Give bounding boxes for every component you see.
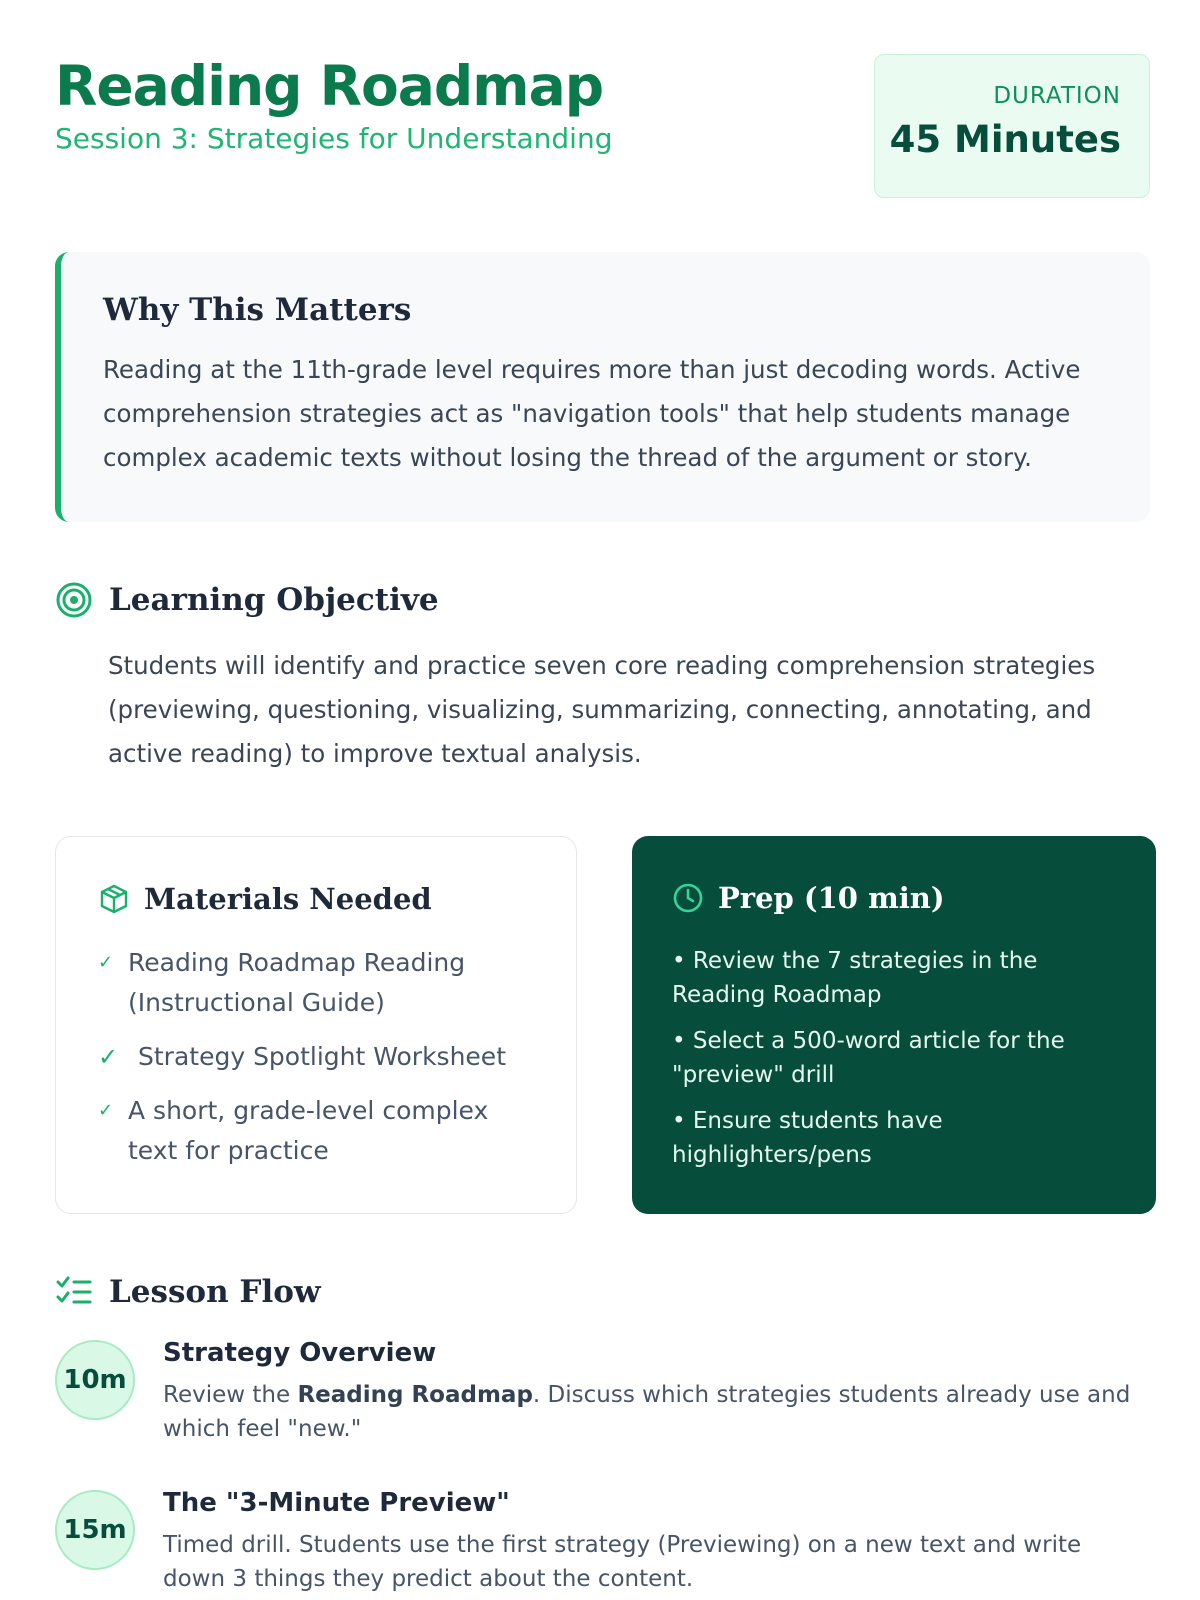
prep-heading: Prep (10 min) <box>718 881 945 915</box>
checklist-icon <box>55 1273 93 1311</box>
materials-heading: Materials Needed <box>144 882 432 916</box>
list-item: ✓ A short, grade-level complex text for practice <box>98 1091 536 1171</box>
step-description: Timed drill. Students use the first strategy (Previewing) on a new text and write down 3 things they predict about the content. <box>163 1532 1082 1592</box>
why-heading: Why This Matters <box>103 292 412 328</box>
learning-objective-section <box>55 578 1150 776</box>
list-item: • Ensure students have highlighters/pens <box>672 1108 943 1168</box>
clock-icon <box>672 882 704 914</box>
prep-list <box>672 944 1116 1172</box>
why-this-matters-panel <box>55 252 1150 522</box>
flow-step <box>55 1336 1150 1446</box>
why-body: Reading at the 11th-grade level requires more than just decoding words. Active comprehension strategies act as "navigation tools" that help students manage complex academic texts without losing the thread of the argument or story. <box>103 355 1081 472</box>
list-item: ✓ Strategy Spotlight Worksheet <box>98 1037 536 1077</box>
list-item: • Review the 7 strategies in the Reading Roadmap <box>672 948 1038 1008</box>
objective-heading: Learning Objective <box>109 582 439 618</box>
duration-label: DURATION <box>993 83 1121 109</box>
flow-step <box>55 1486 1150 1596</box>
materials-list <box>98 943 536 1171</box>
page-header <box>55 54 1150 199</box>
list-item: ✓ Reading Roadmap Reading (Instructional Guide) <box>98 943 536 1023</box>
objective-body: Students will identify and practice seven core reading comprehension strategies (previewing, questioning, visualizing, summarizing, connecting, annotating, and active reading) to improve textual analysis. <box>108 651 1096 768</box>
time-badge: 10m <box>55 1340 135 1420</box>
flow-heading: Lesson Flow <box>109 1274 321 1310</box>
step-title: The "3-Minute Preview" <box>163 1488 510 1518</box>
materials-card <box>55 836 577 1214</box>
step-description: Review the Reading Roadmap. Discuss which strategies students already use and which feel "new." <box>163 1382 1131 1442</box>
check-icon: ✓ <box>98 1100 114 1121</box>
target-icon <box>55 581 93 619</box>
lesson-flow-section <box>55 1270 1150 1596</box>
check-icon: ✓ <box>98 952 114 973</box>
page-title: Reading Roadmap <box>55 54 604 118</box>
check-icon: ✓ <box>98 1043 119 1071</box>
duration-card <box>874 54 1150 198</box>
package-icon <box>98 883 130 915</box>
step-title: Strategy Overview <box>163 1338 437 1368</box>
list-item: • Select a 500-word article for the "preview" drill <box>672 1028 1065 1088</box>
duration-value: 45 Minutes <box>889 118 1121 161</box>
prep-card <box>632 836 1156 1214</box>
time-badge: 15m <box>55 1490 135 1570</box>
page-subtitle: Session 3: Strategies for Understanding <box>55 122 613 155</box>
